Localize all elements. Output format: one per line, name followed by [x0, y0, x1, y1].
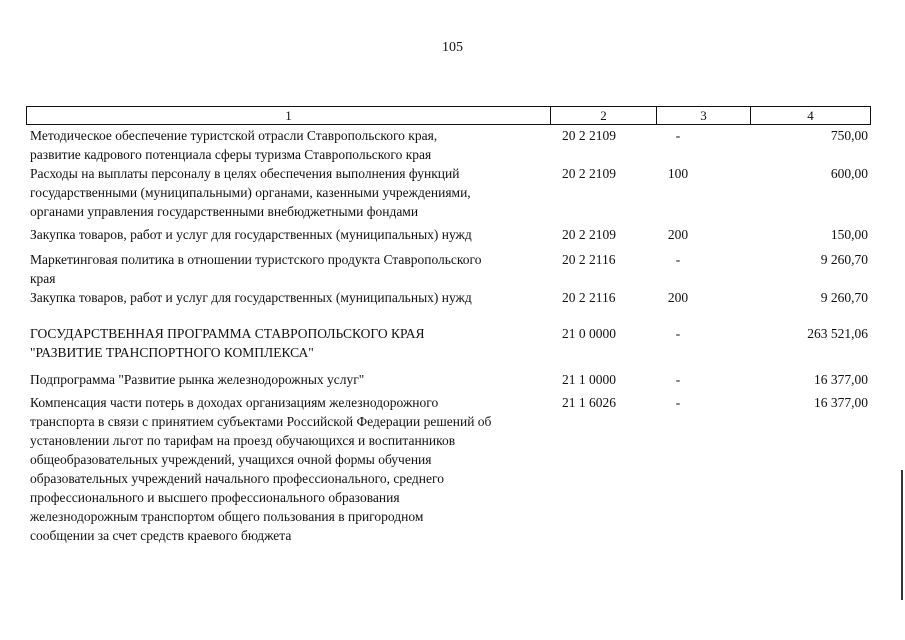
row-type: 200 [667, 290, 689, 305]
row-name-line: образовательных учреждений начального профессионального, среднего [30, 471, 444, 486]
row-name-line: края [30, 271, 56, 286]
row-name-line: установлении льгот по тарифам на проезд обучающихся и воспитанников [30, 433, 456, 448]
row-name [30, 126, 560, 164]
row-amount: 9 260,70 [820, 252, 868, 267]
row-code: 20 2 2116 [562, 290, 616, 305]
row-name-line: Закупка товаров, работ и услуг для государственных (муниципальных) нужд [30, 290, 472, 305]
header-col-4: 4 [807, 108, 814, 123]
row-type: - [675, 395, 681, 410]
row-amount: 150,00 [830, 227, 868, 242]
row-code: 20 2 2109 [562, 227, 616, 242]
header-col-2: 2 [551, 107, 657, 124]
row-code: 20 2 2116 [562, 252, 616, 267]
row-name [30, 225, 560, 244]
header-col-1: 1 [27, 107, 551, 124]
header-col-3: 3 [657, 107, 751, 124]
row-name-line: Маркетинговая политика в отношении туристского продукта Ставропольского [30, 252, 482, 267]
row-name-line: железнодорожным транспортом общего пользования в пригородном [30, 509, 424, 524]
row-name-line: Компенсация части потерь в доходах организациям железнодорожного [30, 395, 439, 410]
row-name-line: органами управления государственными внебюджетными фондами [30, 204, 419, 219]
row-name-line: Методическое обеспечение туристской отрасли Ставропольского края, [30, 128, 438, 143]
row-name-line: "РАЗВИТИЕ ТРАНСПОРТНОГО КОМПЛЕКСА" [30, 345, 314, 360]
scan-edge-mark [901, 470, 903, 600]
row-code: 21 1 0000 [562, 372, 616, 387]
table-header [26, 106, 871, 125]
row-name-line: Подпрограмма "Развитие рынка железнодорожных услуг" [30, 372, 365, 387]
row-name-line: общеобразовательных учреждений, учащихся очной формы обучения [30, 452, 432, 467]
row-name-line: государственными (муниципальными) органами, казенными учреждениями, [30, 185, 471, 200]
row-name-line: сообщении за счет средств краевого бюджета [30, 528, 292, 543]
row-name-line: Расходы на выплаты персоналу в целях обеспечения выполнения функций [30, 166, 460, 181]
row-name-line: транспорта в связи с принятием субъектами Российской Федерации решений об [30, 414, 492, 429]
row-code: 20 2 2109 [562, 128, 616, 143]
row-type: 200 [667, 227, 689, 242]
row-code: 21 0 0000 [562, 326, 616, 341]
row-code: 21 1 6026 [562, 395, 616, 410]
row-code: 20 2 2109 [562, 166, 616, 181]
row-name [30, 393, 560, 545]
row-name-line: Закупка товаров, работ и услуг для государственных (муниципальных) нужд [30, 227, 472, 242]
row-type: - [675, 128, 681, 143]
row-name [30, 324, 560, 362]
row-amount: 600,00 [830, 166, 868, 181]
row-type: - [675, 252, 681, 267]
row-name [30, 288, 560, 307]
row-amount: 16 377,00 [814, 372, 868, 387]
page-number: 105 [442, 40, 463, 55]
row-type: 100 [667, 166, 689, 181]
row-type: - [675, 326, 681, 341]
row-name [30, 370, 560, 389]
row-name-line: развитие кадрового потенциала сферы туризма Ставропольского края [30, 147, 432, 162]
row-type: - [675, 372, 681, 387]
row-amount: 750,00 [830, 128, 868, 143]
row-name [30, 250, 560, 288]
row-amount: 263 521,06 [807, 326, 868, 341]
row-amount: 9 260,70 [820, 290, 868, 305]
row-amount: 16 377,00 [814, 395, 868, 410]
row-name [30, 164, 560, 221]
row-name-line: ГОСУДАРСТВЕННАЯ ПРОГРАММА СТАВРОПОЛЬСКОГО КРАЯ [30, 326, 425, 341]
row-name-line: профессионального и высшего профессионального образования [30, 490, 400, 505]
